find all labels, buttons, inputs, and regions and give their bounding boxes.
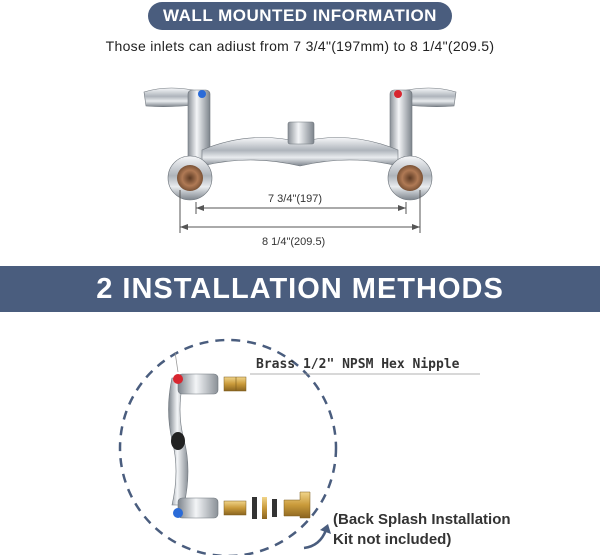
installation-methods-banner: 2 INSTALLATION METHODS	[0, 266, 600, 312]
hex-nipple-label: Brass 1/2" NPSM Hex Nipple	[256, 357, 460, 372]
wall-mounted-info-badge: WALL MOUNTED INFORMATION	[148, 2, 452, 30]
faucet-front-illustration	[130, 70, 470, 250]
inlet-adjust-note: Those inlets can adiust from 7 3/4"(197mm) to 8 1/4"(209.5)	[105, 38, 495, 54]
kit-note-line-1: (Back Splash Installation	[333, 511, 511, 528]
inner-dimension-label: 7 3/4"(197)	[268, 193, 323, 205]
kit-note-line-2: Kit not included)	[333, 531, 452, 548]
backsplash-kit-note	[333, 510, 511, 550]
outer-dimension-label: 8 1/4"(209.5)	[262, 236, 326, 248]
